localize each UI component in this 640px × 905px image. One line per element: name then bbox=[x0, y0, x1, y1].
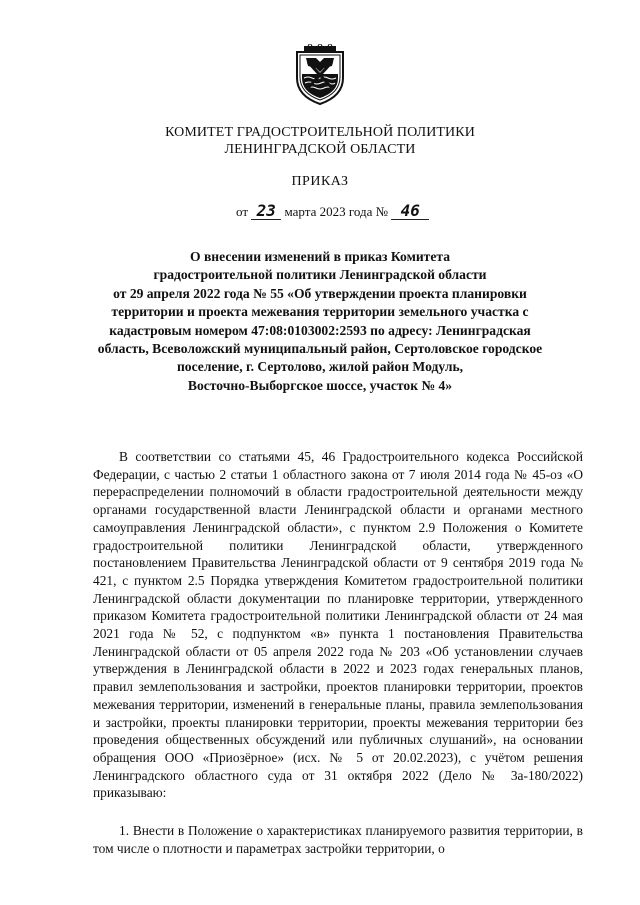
heading-line: градостроительной политики Ленинградской области bbox=[153, 267, 487, 283]
body-paragraph-preamble: В соответствии со статьями 45, 46 Градостроительного кодекса Российской Федерации, с частью 2 статьи 1 областного закона от 7 июля 2014 года № 45-оз «О перераспределении полномочий в области градостроительной деятельности между органами государственной власти Ленинградской области и органами местного самоуправления Ленинградской области», с пунктом 2.9 Положения о Комитете градостроительной политики Ленинградской области, утвержденного постановлением Правительства Ленинградской области от 9 сентября 2019 года № 421, с пунктом 2.5 Порядка утверждения Комитетом градостроительной политики Ленинградской области документации по планировке территории, утвержденного приказом Комитета градостроительной политики Ленинградской области от 24 мая 2021 года № 52, с подпунктом «в» пункта 1 постановления Правительства Ленинградской области от 05 апреля 2022 года № 203 «Об установлении случаев утверждения в Ленинградской области в 2022 и 2023 годах генеральных планов, правил землепользования и застройки, проектов планировки территории, проектов межевания территории, изменений в генеральные планы, правила землепользования и застройки, проекты планировки территории, проекты межевания территории без проведения общественных обсуждений или публичных слушаний», на основании обращения ООО «Приозёрное» (исх. № 5 от 20.02.2023), с учётом решения Ленинградского областного суда от 31 октября 2022 (Дело № 3а-180/2022) приказываю: bbox=[93, 449, 583, 801]
org-name-line-2: ЛЕНИНГРАДСКОЙ ОБЛАСТИ bbox=[224, 142, 416, 157]
heading-line: Восточно-Выборгское шоссе, участок № 4» bbox=[187, 377, 453, 393]
body-paragraph-item-1: 1. Внести в Положение о характеристиках планируемого развития территории, в том числе о плотности и параметрах застройки территории, о bbox=[93, 823, 583, 856]
handwritten-order-number: 46 bbox=[391, 203, 429, 220]
order-date-number bbox=[236, 203, 429, 220]
handwritten-day: 23 bbox=[251, 203, 281, 220]
document-type-title: ПРИКАЗ bbox=[291, 174, 349, 189]
number-sign: № bbox=[375, 204, 389, 219]
heading-line: поселение, г. Сертолово, жилой район Модуль, bbox=[176, 359, 464, 375]
heading-line: О внесении изменений в приказ Комитета bbox=[189, 249, 451, 264]
heading-line: территории и проекта межевания территории земельного участка с bbox=[111, 304, 529, 320]
org-name-line-1: КОМИТЕТ ГРАДОСТРОИТЕЛЬНОЙ ПОЛИТИКИ bbox=[165, 125, 475, 140]
heading-line: кадастровым номером 47:08:0103002:2593 по адресу: Ленинградская bbox=[109, 322, 531, 338]
month-year: марта 2023 года bbox=[284, 204, 373, 219]
heading-line: от 29 апреля 2022 года № 55 «Об утверждении проекта планировки bbox=[113, 285, 527, 301]
coat-of-arms-emblem bbox=[294, 44, 346, 106]
date-prefix: от bbox=[236, 204, 249, 219]
order-heading bbox=[0, 248, 640, 395]
heading-line: область, Всеволожский муниципальный район, Сертоловское городское bbox=[97, 341, 543, 357]
